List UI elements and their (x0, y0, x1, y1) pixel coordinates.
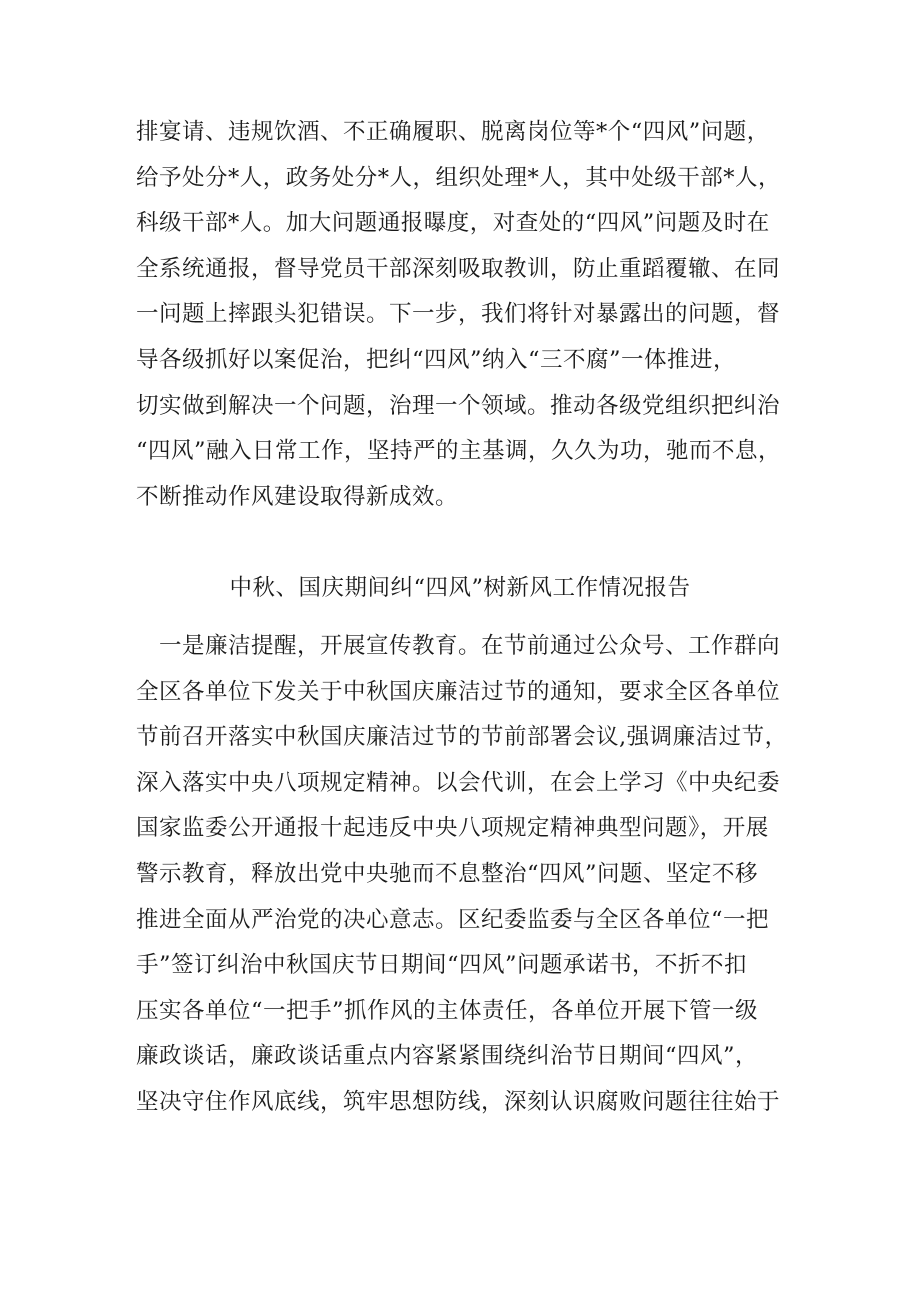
paragraph-report (136, 624, 796, 1126)
text-line: 切实做到解决一个问题，治理一个领域。推动各级党组织把纠治 (136, 392, 781, 419)
text-line: 节前召开落实中秋国庆廉洁过节的节前部署会议,强调廉洁过节， (136, 724, 788, 751)
text-line: 警示教育，释放出党中央驰而不息整治“四风”问题、坚定不移 (136, 860, 759, 887)
text-line: 不断推动作风建设取得新成效。 (136, 483, 459, 510)
text-line: 压实各单位“一把手”抓作风的主体责任，各单位开展下管一级 (136, 997, 759, 1024)
text-line: 坚决守住作风底线，筑牢思想防线，深刻认识腐败问题往往始于 (136, 1088, 781, 1115)
text-line: 全系统通报，督导党员干部深刻吸取教训，防止重蹈覆辙、在同 (136, 255, 781, 282)
text-line: 科级干部*人。加大问题通报曝度，对查处的“四风”问题及时在 (136, 210, 770, 237)
text-line: 深入落实中央八项规定精神。以会代训，在会上学习《中央纪委 (136, 769, 781, 796)
text-line: 导各级抓好以案促治，把纠“四风”纳入“三不腐”一体推进， (136, 346, 737, 373)
text-line: 排宴请、违规饮酒、不正确履职、脱离岗位等*个“四风”问题， (136, 119, 770, 145)
text-line: 给予处分*人，政务处分*人，组织处理*人，其中处级干部*人， (136, 164, 782, 191)
section-title: 中秋、国庆期间纠“四风”树新风工作情况报告 (229, 575, 691, 601)
paragraph-continued (136, 110, 796, 520)
text-line: “四风”融入日常工作，坚持严的主基调，久久为功，驰而不息， (136, 438, 782, 465)
text-line: 国家监委公开通报十起违反中央八项规定精神典型问题》，开展 (136, 815, 769, 842)
text-line: 手”签订纠治中秋国庆节日期间“四风”问题承诺书，不折不扣 (136, 952, 748, 979)
text-line: 廉政谈话，廉政谈话重点内容紧紧围绕纠治节日期间“四风”， (136, 1043, 759, 1070)
text-line: 全区各单位下发关于中秋国庆廉洁过节的通知，要求全区各单位 (136, 678, 781, 705)
text-line: 一问题上摔跟头犯错误。下一步，我们将针对暴露出的问题，督 (136, 301, 781, 328)
text-line: 推进全面从严治党的决心意志。区纪委监委与全区各单位“一把 (136, 906, 770, 933)
text-line: 一是廉洁提醒，开展宣传教育。在节前通过公众号、工作群向 (136, 633, 781, 659)
